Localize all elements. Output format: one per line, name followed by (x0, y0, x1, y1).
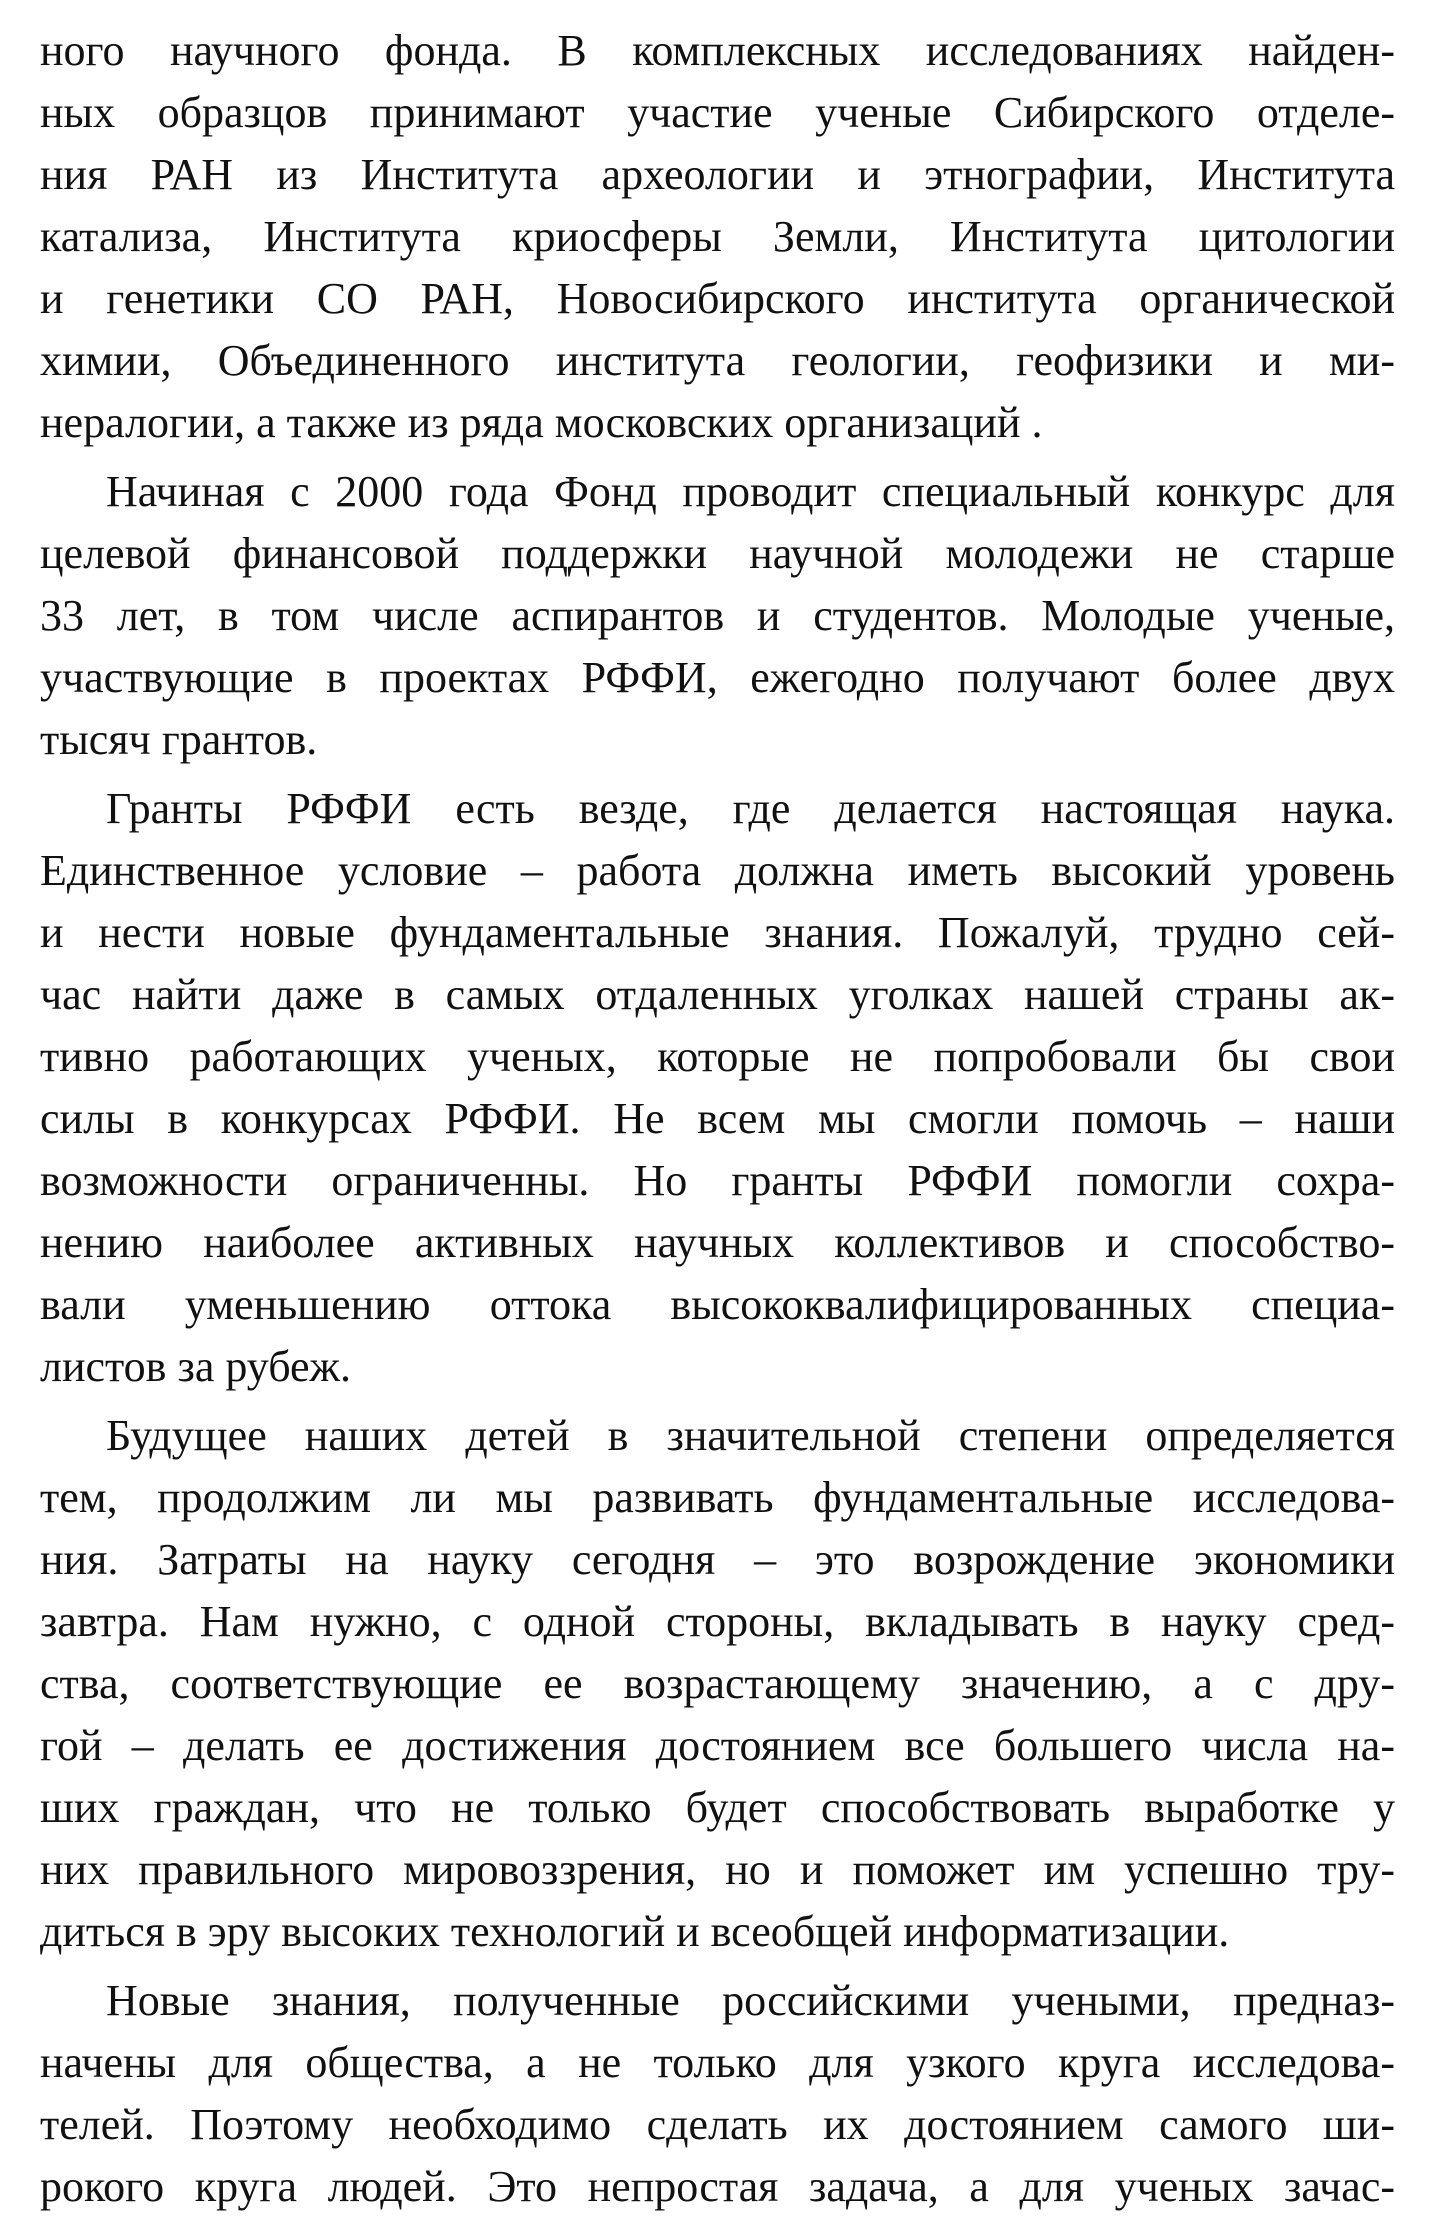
text-line: Новые знания, полученные российскими учеными, предназ- (106, 1976, 1395, 2025)
text-line: ства, соответствующие ее возрастающему значению, а с дру- (40, 1659, 1395, 1708)
paragraph-4 (40, 1405, 1395, 1963)
text-line: ния. Затраты на науку сегодня – это возрождение экономики (40, 1535, 1395, 1584)
text-line: участвующие в проектах РФФИ, ежегодно получают более двух (40, 653, 1395, 702)
text-line: час найти даже в самых отдаленных уголках нашей страны ак- (40, 970, 1395, 1019)
paragraph-2 (40, 461, 1395, 771)
text-line: ших граждан, что не только будет способствовать выработке у (40, 1783, 1395, 1832)
text-line: тысяч грантов. (40, 715, 318, 764)
text-line: нералогии, а также из ряда московских организаций . (40, 398, 1043, 447)
paragraph-3 (40, 778, 1395, 1398)
text-line: начены для общества, а не только для узкого круга исследова- (40, 2038, 1395, 2087)
paragraph-1 (40, 20, 1395, 454)
text-line: тем, продолжим ли мы развивать фундаментальные исследова- (40, 1473, 1395, 1522)
text-line: Гранты РФФИ есть везде, где делается настоящая наука. (106, 784, 1395, 833)
text-line: вали уменьшению оттока высококвалифицированных специа- (40, 1280, 1395, 1329)
text-line: Начиная с 2000 года Фонд проводит специальный конкурс для (106, 467, 1395, 516)
document-page (40, 20, 1395, 2218)
text-line: тивно работающих ученых, которые не попробовали бы свои (40, 1032, 1395, 1081)
text-line: химии, Объединенного института геологии, геофизики и ми- (40, 336, 1395, 385)
text-line: ного научного фонда. В комплексных исследованиях найден- (40, 26, 1395, 75)
text-line: завтра. Нам нужно, с одной стороны, вкладывать в науку сред- (40, 1597, 1395, 1646)
text-line: ния РАН из Института археологии и этнографии, Института (40, 150, 1395, 199)
text-line: телей. Поэтому необходимо сделать их достоянием самого ши- (40, 2100, 1395, 2149)
text-line: и генетики СО РАН, Новосибирского института органической (40, 274, 1395, 323)
text-line: них правильного мировоззрения, но и поможет им успешно тру- (40, 1845, 1395, 1894)
text-line: Единственное условие – работа должна иметь высокий уровень (40, 846, 1395, 895)
text-line: листов за рубеж. (40, 1342, 351, 1391)
text-line: катализа, Института криосферы Земли, Института цитологии (40, 212, 1395, 261)
text-line: и нести новые фундаментальные знания. Пожалуй, трудно сей- (40, 908, 1395, 957)
text-line: гой – делать ее достижения достоянием все большего числа на- (40, 1721, 1395, 1770)
text-line: ных образцов принимают участие ученые Сибирского отделе- (40, 88, 1395, 137)
text-line: нению наиболее активных научных коллективов и способство- (40, 1218, 1395, 1267)
text-line: возможности ограниченны. Но гранты РФФИ помогли сохра- (40, 1156, 1395, 1205)
text-line: силы в конкурсах РФФИ. Не всем мы смогли помочь – наши (40, 1094, 1395, 1143)
text-line: диться в эру высоких технологий и всеобщей информатизации. (40, 1907, 1230, 1956)
text-line: рокого круга людей. Это непростая задача, а для ученых зачас- (40, 2162, 1395, 2211)
text-line: целевой финансовой поддержки научной молодежи не старше (40, 529, 1395, 578)
text-line: 33 лет, в том числе аспирантов и студентов. Молодые ученые, (40, 591, 1395, 640)
text-line: Будущее наших детей в значительной степени определяется (106, 1411, 1395, 1460)
paragraph-5 (40, 1970, 1395, 2218)
